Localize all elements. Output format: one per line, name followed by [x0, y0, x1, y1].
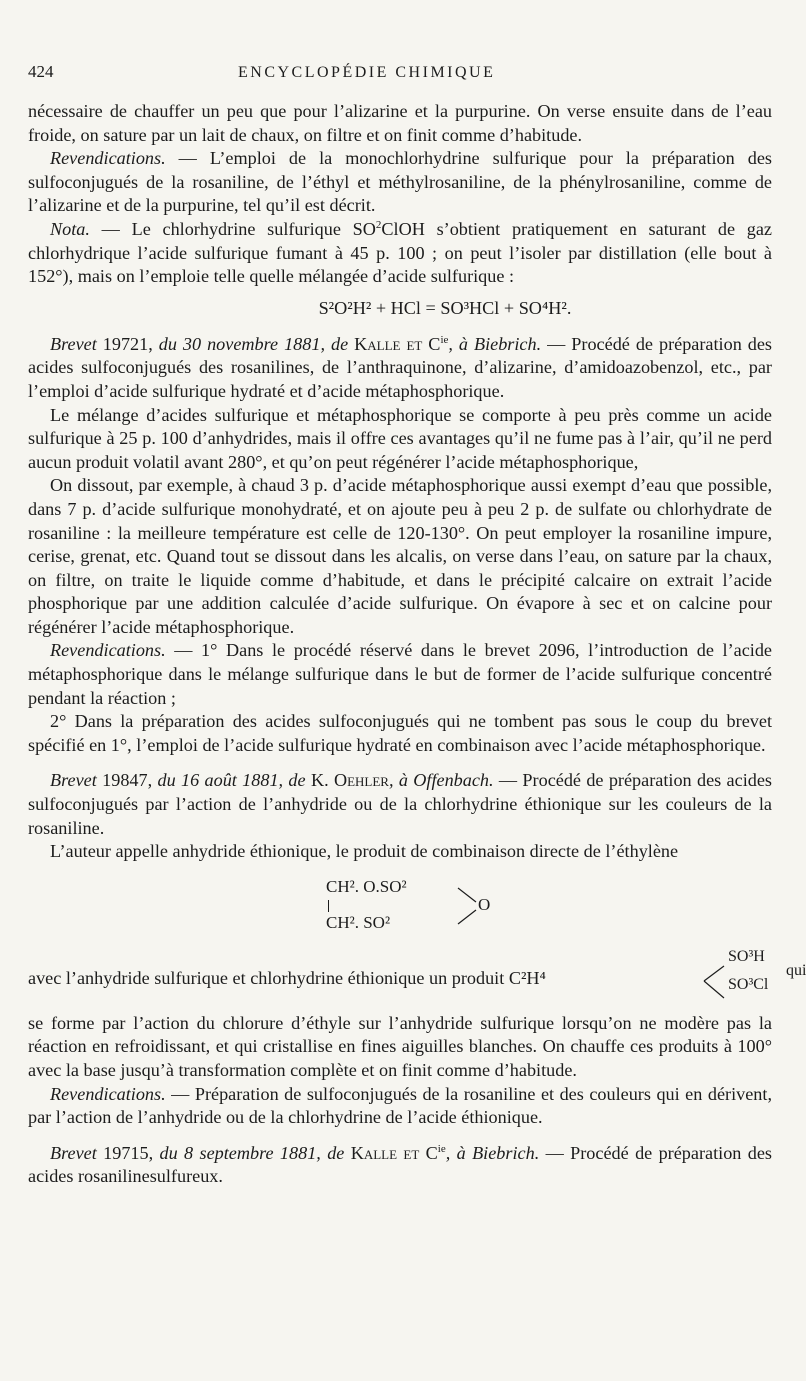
formula-line: avec l’anhydride sulfurique et chlorhydrine éthionique un produit C²H⁴ SO³H SO³Cl qui: [28, 948, 772, 1012]
page-header: [28, 62, 772, 82]
section-label: Revendications.: [50, 640, 166, 661]
paragraph: Le mélange d’acides sulfurique et métaphosphorique se comporte à peu près comme un acide sulfurique à 25 p. 100 d’anhydrides, mais il offre ces avantages qu’il ne fume pas à l’air, qu’il ne perd aucun produit volatil avant 280°, et qu’on peut régénérer l’acide métaphosphorique,: [28, 404, 772, 472]
paragraph: se forme par l’action du chlorure d’éthyle sur l’anhydride sulfurique lorsqu’on ne modère pas la réaction en refroidissant, et qui cristallise en fines aiguilles blanches. On chauffe ces produits à 100° avec la base jusqu’à transformation complète et on finit comme d’habitude.: [28, 1012, 772, 1080]
section-label: Revendications.: [50, 1083, 166, 1104]
paragraph: 2° Dans la préparation des acides sulfoconjugués qui ne tombent pas sous le coup du brevet spécifié en 1°, l’emploi de l’acide sulfurique hydraté en combinaison avec l’acide métaphosphorique.: [28, 711, 772, 755]
paragraph-revendications: Revendications. — 1° Dans le procédé réservé dans le brevet 2096, l’introduction de l’acide métaphosphorique dans le mélange sulfurique dans le but de former de l’acide sulfurique concentré pendant la réaction ;: [28, 640, 772, 708]
patent-entry: Brevet 19847, du 16 août 1881, de K. Oehler, à Offenbach. — Procédé de préparation des acides sulfoconjugués par l’action de l’anhydride ou de la chlorhydrine éthionique sur les couleurs de la rosaniline.: [28, 770, 772, 838]
running-title: ENCYCLOPÉDIE CHIMIQUE: [238, 64, 496, 81]
structural-formula: CH². O.SO² CH². SO² O: [326, 876, 491, 932]
chemical-equation: S²O²H² + HCl = SO³HCl + SO⁴H².: [318, 297, 572, 318]
patent-entry: Brevet 19715, du 8 septembre 1881, de Kalle et $C^{ie}$, à Biebrich. — Procédé de préparation des acides rosanilinesulfureux.: [28, 1142, 772, 1187]
paragraph-revendications: Revendications. — Préparation de sulfoconjugués de la rosaniline et des couleurs qui en dérivent, par l’action de l’anhydride ou de la chlorhydrine de l’acide éthionique.: [28, 1083, 772, 1128]
paragraph: On dissout, par exemple, à chaud 3 p. d’acide métaphosphorique aussi exempt d’eau que possible, dans 7 p. d’acide sulfurique monohydraté, et on ajoute peu à peu 2 p. de sulfate ou chlorhydrate de rosaniline : la meilleure température est celle de 120-130°. On peut employer la rosaniline impure, cerise, grenat, etc. Quand tout se dissout dans les alcalis, on verse dans l’eau, on sature par la chaux, on filtre, on traite le liquide comme d’habitude, et dans le précipité calcaire on extrait l’acide phosphorique par une addition calculée d’acide sulfurique. On évapore à sec et on calcine pour régénérer l’acide métaphosphorique.: [28, 475, 772, 637]
paragraph: nécessaire de chauffer un peu que pour l’alizarine et la purpurine. On verse ensuite dans de l’eau froide, on sature par un lait de chaux, on filtre et on finit comme d’habitude.: [28, 101, 772, 145]
patent-entry: Brevet 19721, du 30 novembre 1881, de Kalle et $C^{ie}$, à Biebrich. — Procédé de préparation des acides sulfoconjugués des rosanilines, de l’anthraquinone, d’alizarine, d’amidoazobenzol, etc., par l’emploi d’acide sulfurique hydraté et d’acide métaphosphorique.: [28, 333, 773, 401]
paragraph-revendications: Revendications. — L’emploi de la monochlorhydrine sulfurique pour la préparation des sulfoconjugués de la rosaniline, de l’éthyl et méthylrosaniline, de la phénylrosaniline, comme de l’alizarine et de la purpurine, tel qu’il est décrit.: [28, 148, 772, 216]
page-number: 424: [28, 62, 54, 81]
section-label: Revendications.: [50, 148, 166, 169]
paragraph-nota: Nota. — Le chlorhydrine sulfurique $SO^2ClOH$ s’obtient pratiquement en saturant de gaz chlorhydrique l’acide sulfurique fumant à 45 p. 100 ; on peut l’isoler par distillation (elle bout à 152°), mais on l’emploie telle quelle mélangée d’acide sulfurique :: [28, 218, 772, 287]
paragraph: L’auteur appelle anhydride éthionique, le produit de combinaison directe de l’éthylène: [50, 841, 679, 862]
section-label: Nota.: [50, 218, 90, 239]
